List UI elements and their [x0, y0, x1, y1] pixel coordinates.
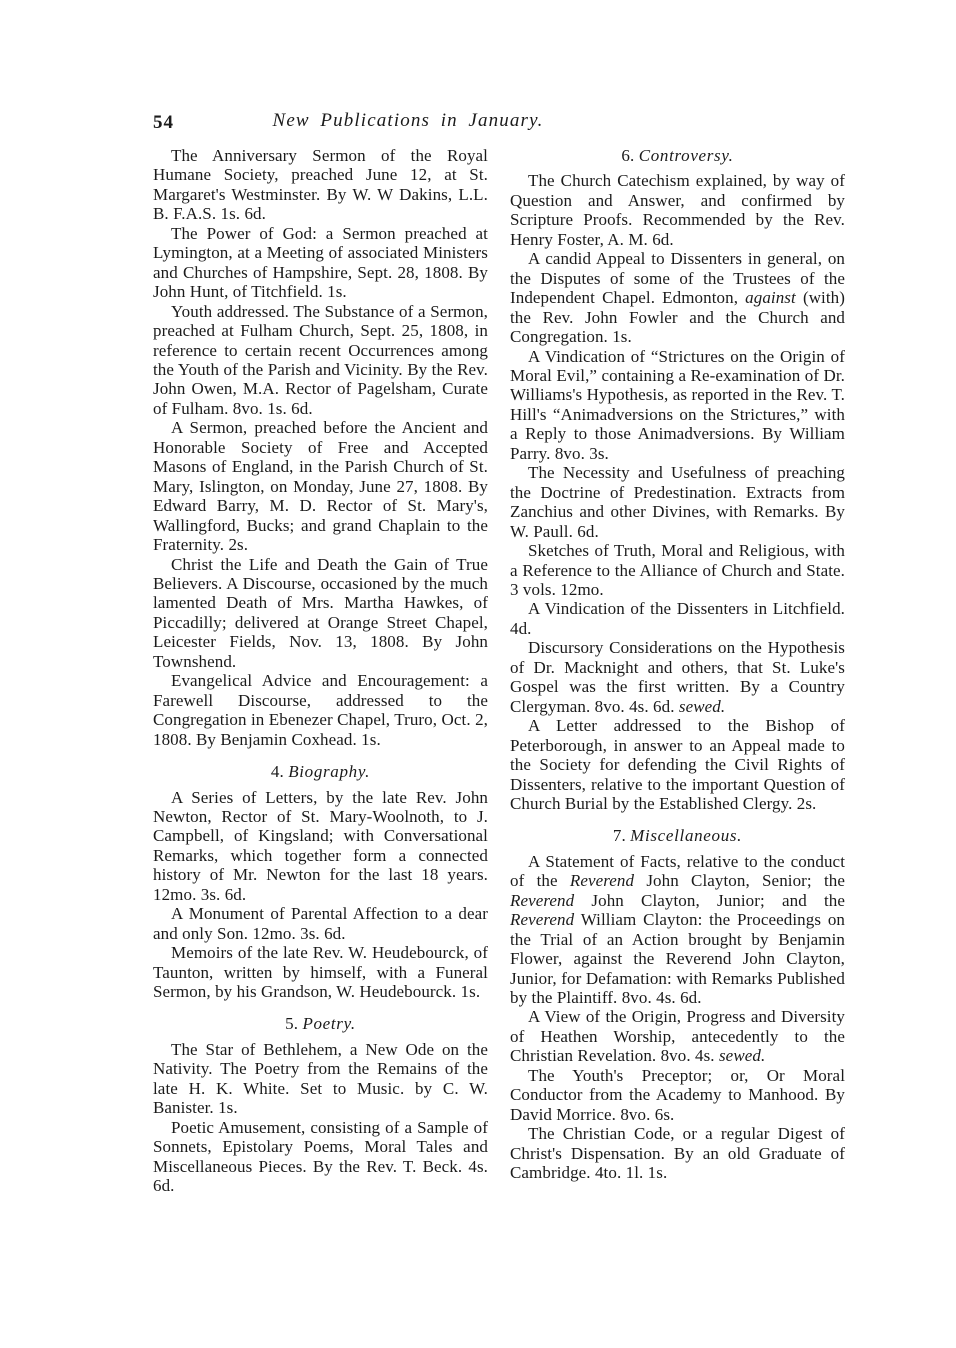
section-heading: 5. Poetry.: [285, 1014, 356, 1034]
section-heading: 4. Biography.: [270, 762, 371, 782]
page-header: [153, 110, 845, 140]
publication-entry: Discursory Considerations on the Hypothesis of Dr. Macknight and others, that St. Luke's Gospel was the first written. By a Country Clergyman. 8vo. 4s. 6d. sewed.: [510, 638, 845, 716]
column-right: [510, 146, 845, 1196]
publication-entry: A candid Appeal to Dissenters in general, on the Disputes of some of the Trustees of the Independent Chapel. Edmonton, against (with) the Rev. John Fowler and the Church and Congregation. 1s.: [510, 249, 845, 347]
publication-entry: The Youth's Preceptor; or, Or Moral Conductor from the Academy to Manhood. By David Morrice. 8vo. 6s.: [510, 1065, 845, 1124]
column-left: [153, 146, 488, 1196]
publication-entry: A View of the Origin, Progress and Diversity of Heathen Worship, antecedently to the Christian Revelation. 8vo. 4s. sewed.: [510, 1007, 845, 1066]
publication-entry: The Necessity and Usefulness of preaching the Doctrine of Predestination. Extracts from Zanchius and other Divines, with Remarks. By W. Paull. 6d.: [510, 463, 845, 541]
publication-entry: Evangelical Advice and Encouragement: a Farewell Discourse, addressed to the Congregation in Ebenezer Chapel, Truro, Oct. 2, 1808. By Benjamin Coxhead. 1s.: [153, 671, 488, 749]
section-heading: 7. Miscellaneous.: [612, 826, 743, 846]
page-number: 54: [153, 112, 174, 133]
publication-entry: Sketches of Truth, Moral and Religious, with a Reference to the Alliance of Church and State. 3 vols. 12mo.: [510, 541, 845, 599]
publication-entry: Poetic Amusement, consisting of a Sample of Sonnets, Epistolary Poems, Moral Tales and Miscellaneous Pieces. By the Rev. T. Beck. 4s. 6d.: [153, 1117, 488, 1196]
publication-entry: Youth addressed. The Substance of a Sermon, preached at Fulham Church, Sept. 25, 1808, in reference to certain recent Occurrences among the Youth of the Parish and Vicinity. By the Rev. John Owen, M.A. Rector of Pagelsham, Curate of Fulham. 8vo. 1s. 6d.: [153, 301, 488, 418]
publication-entry: The Church Catechism explained, by way of Question and Answer, and confirmed by Scripture Proofs. Recommended by the Rev. Henry Foster, A. M. 6d.: [510, 171, 845, 249]
publication-entry: A Series of Letters, by the late Rev. John Newton, Rector of St. Mary-Woolnoth, to J. Campbell, of Kingsland; with Conversational Remarks, which together form a connected history of Mr. Newton for the last 18 years. 12mo. 3s. 6d.: [153, 787, 488, 904]
publication-entry: A Statement of Facts, relative to the conduct of the Reverend John Clayton, Senior; the Reverend John Clayton, Junior; and the Reverend William Clayton: the Proceedings on the Trial of an Action brought by Benjamin Flower, against the Reverend John Clayton, Junior, for Defamation: with Remarks Published by the Plaintiff. 8vo. 4s. 6d.: [510, 851, 845, 1008]
publication-entry: The Star of Bethlehem, a New Ode on the Nativity. The Poetry from the Remains of the late H. K. White. Set to Music. by C. W. Banister. 1s.: [153, 1039, 488, 1118]
publication-entry: A Monument of Parental Affection to a dear and only Son. 12mo. 3s. 6d.: [153, 904, 488, 943]
publication-entry: The Anniversary Sermon of the Royal Humane Society, preached June 12, at St. Margaret's Westminster. By W. W Dakins, L.L. B. F.A.S. 1s. 6d.: [153, 146, 488, 224]
publication-entry: A Letter addressed to the Bishop of Peterborough, in answer to an Appeal made to the Society for defending the Civil Rights of Dissenters, relative to the important Question of Church Burial by the Established Clergy. 2s.: [510, 716, 845, 813]
publication-entry: Memoirs of the late Rev. W. Heudebourck, of Taunton, written by himself, with a Funeral Sermon, by his Grandson, W. Heudebourck. 1s.: [153, 943, 488, 1002]
publication-entry: Christ the Life and Death the Gain of True Believers. A Discourse, occasioned by the much lamented Death of Mrs. Martha Hawkes, of Piccadilly; delivered at Orange Street Chapel, Leicester Fields, Nov. 13, 1808. By John Townshend.: [153, 554, 488, 671]
running-header-title: New Publications in January.: [272, 110, 544, 131]
publication-entry: The Power of God: a Sermon preached at Lymington, at a Meeting of associated Ministers and Churches of Hampshire, Sept. 28, 1808. By John Hunt, of Titchfield. 1s.: [153, 223, 488, 302]
publication-entry: A Sermon, preached before the Ancient and Honorable Society of Free and Accepted Masons of England, in the Parish Church of St. Mary, Islington, on Monday, June 27, 1808. By Edward Barry, M. D. Rector of St. Mary's, Wallingford, Bucks; and grand Chaplain to the Fraternity. 2s.: [153, 418, 488, 555]
publication-entry: A Vindication of the Dissenters in Litchfield. 4d.: [510, 599, 845, 638]
publication-entry: A Vindication of “Strictures on the Origin of Moral Evil,” containing a Re-examination of Dr. Williams's Hypothesis, as reported in the Rev. T. Hill's “Animadversions on the Strictures,” with a Reply to those Animadversions. By William Parry. 8vo. 3s.: [510, 346, 845, 463]
section-heading: 6. Controversy.: [621, 146, 734, 165]
text-columns: [153, 146, 845, 1196]
publication-entry: The Christian Code, or a regular Digest of Christ's Dispensation. By an old Graduate of Cambridge. 4to. 1l. 1s.: [510, 1124, 845, 1183]
